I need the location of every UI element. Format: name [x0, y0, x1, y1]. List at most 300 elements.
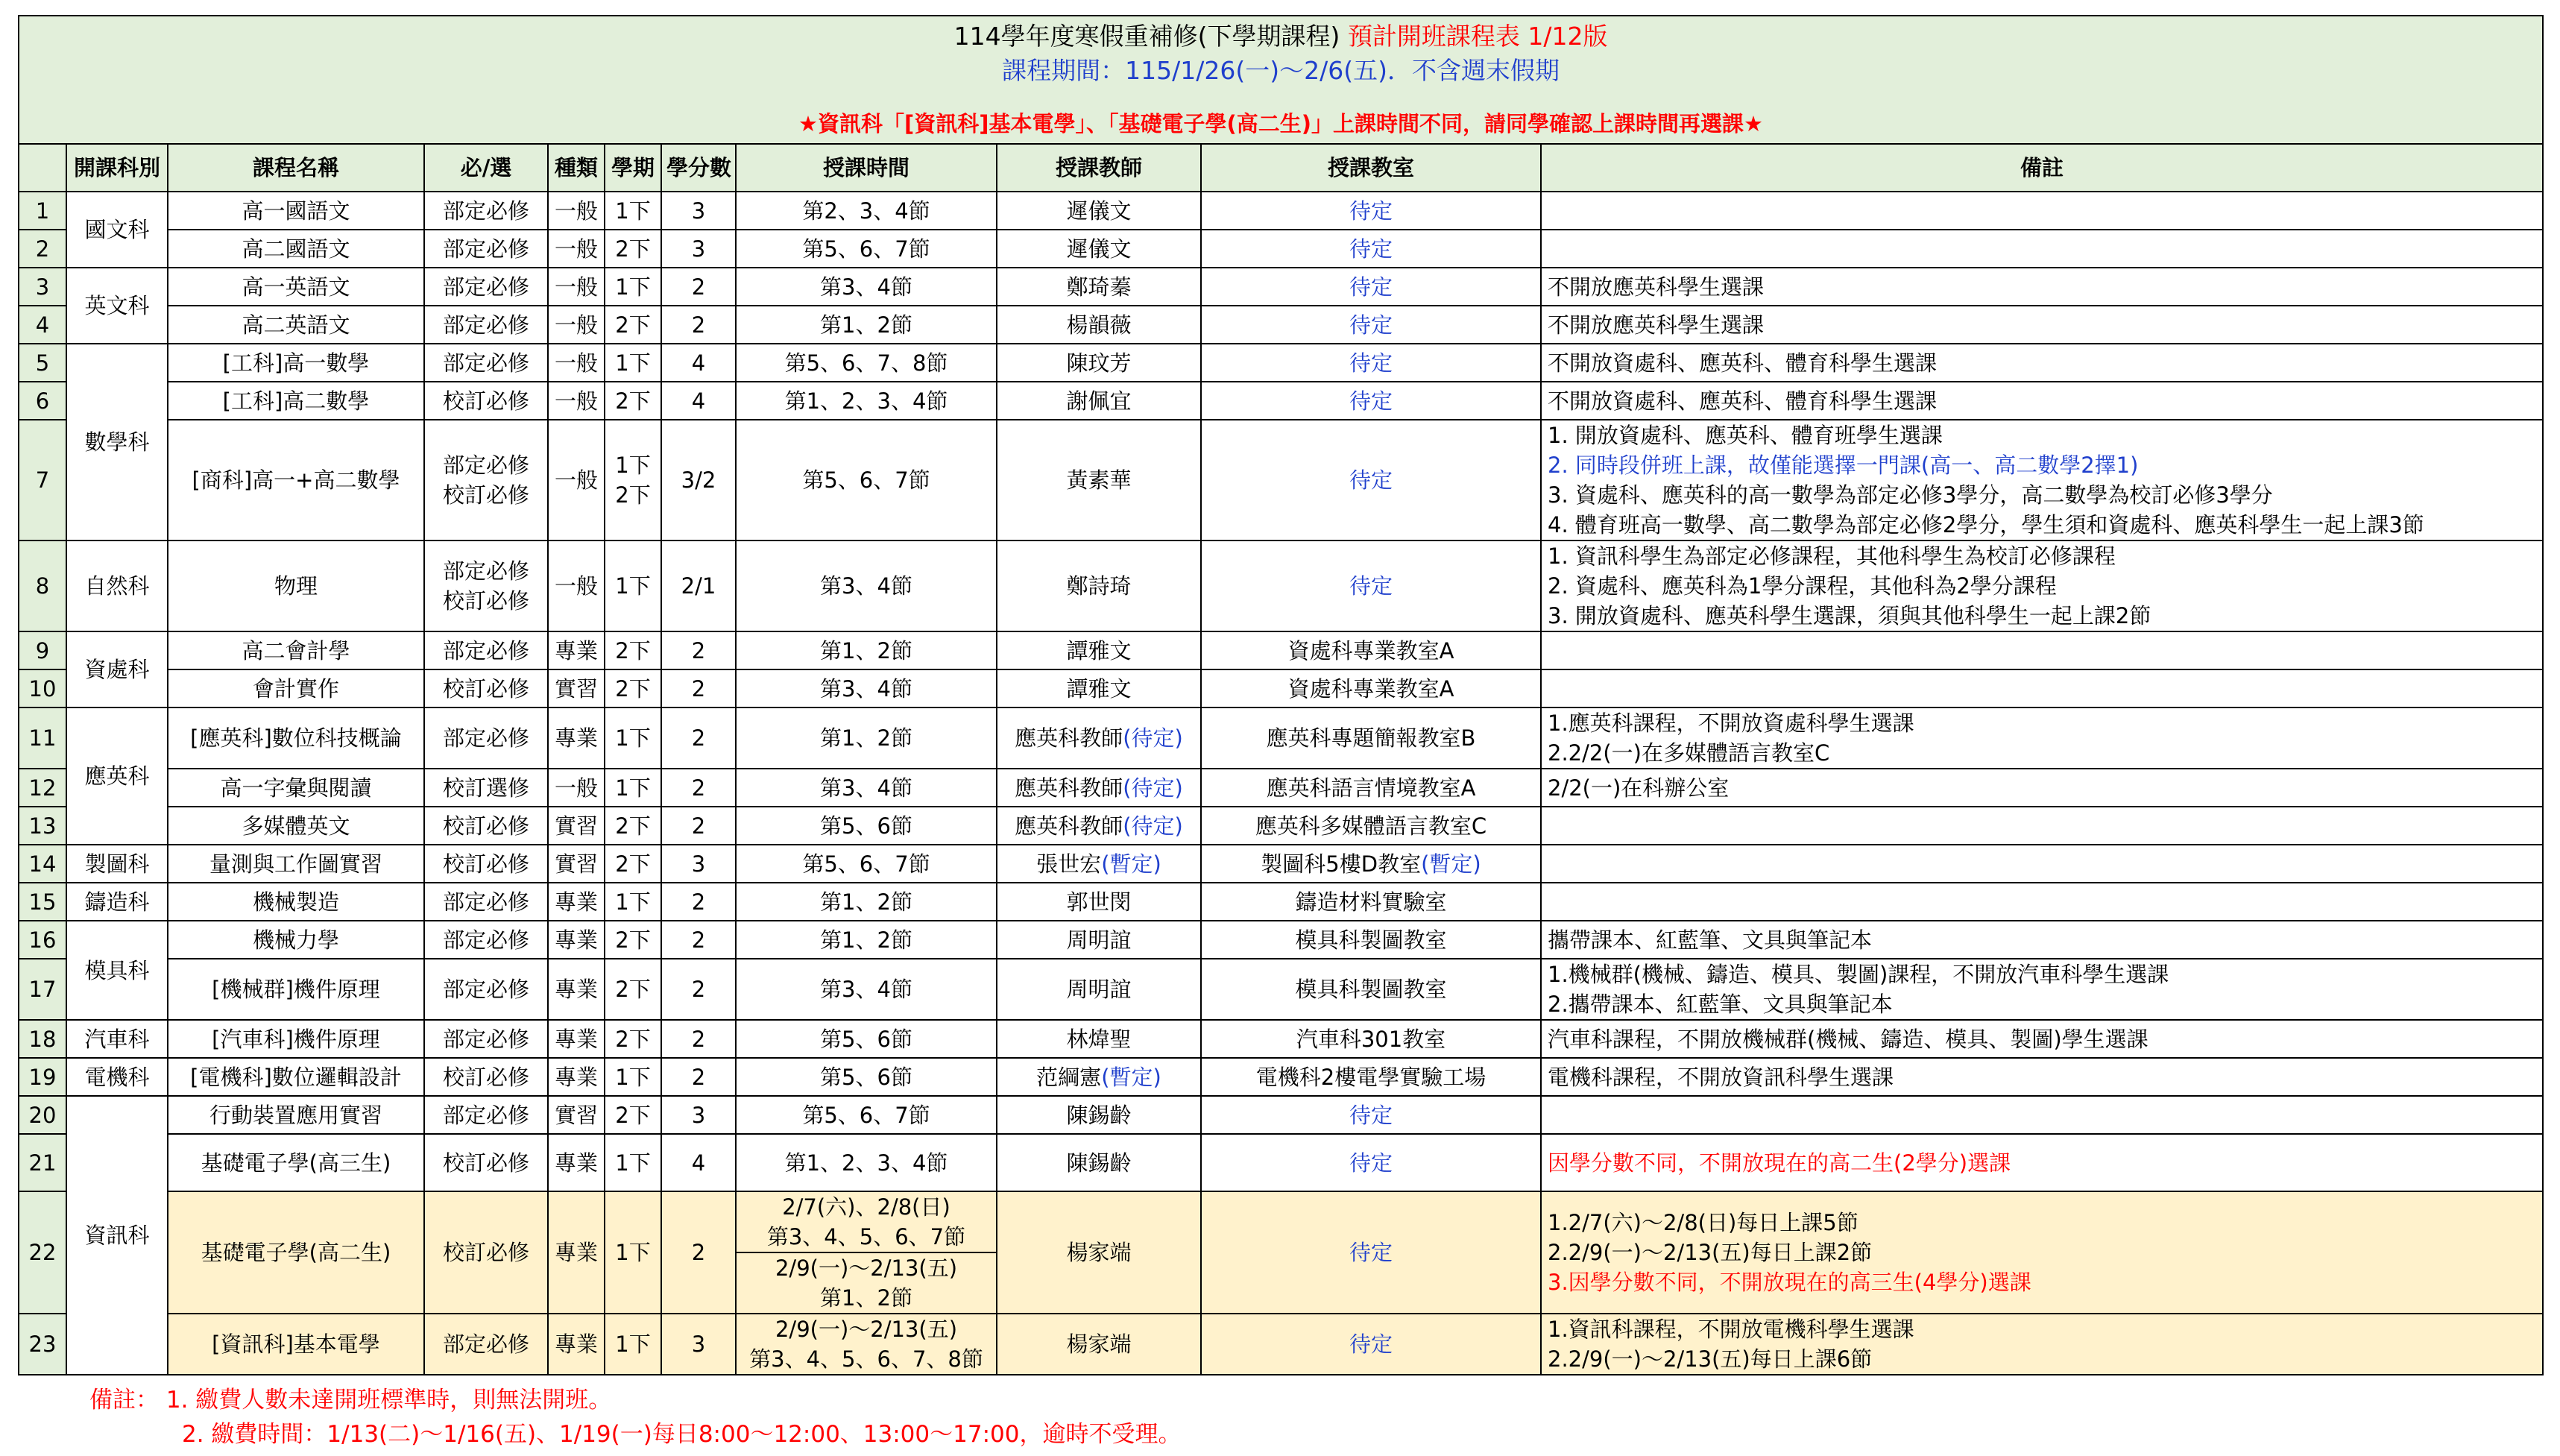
teacher: 陳玟芳 — [997, 344, 1201, 382]
row-number: 13 — [19, 807, 66, 845]
note: 汽車科課程，不開放機械群(機械、鑄造、模具、製圖)學生選課 — [1541, 1020, 2543, 1058]
credits: 2 — [661, 306, 736, 344]
teacher: 郭世閔 — [997, 883, 1201, 921]
note — [1541, 192, 2543, 230]
table-row — [19, 1134, 2543, 1191]
classroom: 待定 — [1201, 1096, 1541, 1134]
table-row — [19, 1191, 2543, 1314]
class-time: 第1、2節 — [736, 306, 997, 344]
classroom: 待定 — [1201, 306, 1541, 344]
course-table — [18, 15, 2544, 1375]
table-row — [19, 420, 2543, 541]
time-line: 2/9(一)～2/13(五) — [775, 1317, 958, 1342]
note: 攜帶課本、紅藍筆、文具與筆記本 — [1541, 921, 2543, 959]
course-type: 一般 — [548, 344, 605, 382]
class-time: 第3、4節 — [736, 268, 997, 306]
class-time: 第1、2節 — [736, 707, 997, 769]
semester: 1下 — [605, 1058, 661, 1096]
col-header-credits: 學分數 — [661, 144, 736, 192]
course-type: 專業 — [548, 1134, 605, 1191]
semester: 2下 — [605, 807, 661, 845]
course-name: [資訊科]基本電學 — [168, 1314, 424, 1375]
row-number: 16 — [19, 921, 66, 959]
required-type: 部定必修 — [424, 306, 548, 344]
classroom: 待定 — [1201, 230, 1541, 268]
teacher: 陳錫齡 — [997, 1134, 1201, 1191]
credits: 2 — [661, 807, 736, 845]
tbd-label: (待定) — [1123, 775, 1183, 801]
semester: 1下 — [605, 1314, 661, 1375]
classroom: 模具科製圖教室 — [1201, 921, 1541, 959]
course-name: 多媒體英文 — [168, 807, 424, 845]
credits: 3 — [661, 230, 736, 268]
semester: 1下 — [605, 192, 661, 230]
department-cell: 汽車科 — [66, 1020, 168, 1058]
course-name: 基礎電子學(高二生) — [168, 1191, 424, 1314]
course-type: 實習 — [548, 845, 605, 883]
note — [1541, 420, 2543, 541]
table-row — [19, 669, 2543, 707]
note — [1541, 1191, 2543, 1314]
department-cell: 資處科 — [66, 631, 168, 707]
semester: 2下 — [605, 921, 661, 959]
semester: 2下 — [605, 306, 661, 344]
teacher: 周明誼 — [997, 921, 1201, 959]
course-type: 專業 — [548, 959, 605, 1020]
time-line: 2/7(六)、2/8(日) — [782, 1194, 950, 1220]
note-line: 3. 資處科、應英科的高一數學為部定必修3學分，高二數學為校訂必修3學分 — [1548, 482, 2273, 508]
course-name: 高一英語文 — [168, 268, 424, 306]
note-line: 2.2/9(一)～2/13(五)每日上課6節 — [1548, 1346, 1873, 1372]
course-type: 實習 — [548, 1096, 605, 1134]
note — [1541, 959, 2543, 1020]
course-period: 課程期間：115/1/26(一)～2/6(五)．不含週末假期 — [1002, 56, 1560, 85]
table-row — [19, 807, 2543, 845]
classroom: 應英科語言情境教室A — [1201, 769, 1541, 807]
course-name: [商科]高一+高二數學 — [168, 420, 424, 541]
note-line: 2.攜帶課本、紅藍筆、文具與筆記本 — [1548, 992, 1893, 1017]
teacher: 黃素華 — [997, 420, 1201, 541]
table-row — [19, 921, 2543, 959]
note — [1541, 541, 2543, 631]
teacher: 陳錫齡 — [997, 1096, 1201, 1134]
semester-line: 1下 — [615, 453, 651, 478]
row-number: 5 — [19, 344, 66, 382]
teacher — [997, 1058, 1201, 1096]
footer-line-2: 2. 繳費時間：1/13(二)～1/16(五)、1/19(一)每日8:00～12:00、13:00～17:00，逾時不受理。 — [182, 1421, 1182, 1448]
semester: 1下 — [605, 883, 661, 921]
note-line: 3.因學分數不同，不開放現在的高三生(4學分)選課 — [1548, 1270, 2031, 1295]
note — [1541, 807, 2543, 845]
required-type — [424, 541, 548, 631]
table-row — [19, 845, 2543, 883]
header-row — [19, 144, 2543, 192]
required-type: 部定必修 — [424, 631, 548, 669]
row-number: 9 — [19, 631, 66, 669]
course-type: 專業 — [548, 1191, 605, 1314]
classroom: 應英科專題簡報教室B — [1201, 707, 1541, 769]
teacher: 鄭琦蓁 — [997, 268, 1201, 306]
footer-line-1: 1. 繳費人數未達開班標準時，則無法開班。 — [165, 1387, 612, 1414]
note — [1541, 707, 2543, 769]
note — [1541, 1096, 2543, 1134]
course-name: 會計實作 — [168, 669, 424, 707]
col-header-required: 必/選 — [424, 144, 548, 192]
course-name: [應英科]數位科技概論 — [168, 707, 424, 769]
teacher: 譚雅文 — [997, 669, 1201, 707]
classroom: 模具科製圖教室 — [1201, 959, 1541, 1020]
room-name: 製圖科5樓D教室 — [1261, 851, 1422, 877]
col-header-index — [19, 144, 66, 192]
required-type: 部定必修 — [424, 921, 548, 959]
table-row — [19, 230, 2543, 268]
row-number: 11 — [19, 707, 66, 769]
class-time: 第5、6、7節 — [736, 845, 997, 883]
time-line: 2/9(一)～2/13(五) — [737, 1252, 996, 1283]
table-row — [19, 192, 2543, 230]
semester: 1下 — [605, 268, 661, 306]
class-time: 第5、6、7節 — [736, 230, 997, 268]
teacher: 鄭詩琦 — [997, 541, 1201, 631]
classroom: 待定 — [1201, 382, 1541, 420]
course-name: 量測與工作圖實習 — [168, 845, 424, 883]
credits: 4 — [661, 1134, 736, 1191]
classroom: 汽車科301教室 — [1201, 1020, 1541, 1058]
course-type: 專業 — [548, 883, 605, 921]
course-name: 高二會計學 — [168, 631, 424, 669]
row-number: 20 — [19, 1096, 66, 1134]
col-header-room: 授課教室 — [1201, 144, 1541, 192]
row-number: 4 — [19, 306, 66, 344]
class-time: 第5、6、7節 — [736, 420, 997, 541]
classroom: 待定 — [1201, 344, 1541, 382]
required-type: 部定必修 — [424, 959, 548, 1020]
semester — [605, 420, 661, 541]
course-type: 一般 — [548, 769, 605, 807]
table-row — [19, 707, 2543, 769]
required-type: 校訂必修 — [424, 845, 548, 883]
course-type: 專業 — [548, 631, 605, 669]
note: 不開放應英科學生選課 — [1541, 268, 2543, 306]
semester: 1下 — [605, 769, 661, 807]
note: 不開放應英科學生選課 — [1541, 306, 2543, 344]
row-number: 17 — [19, 959, 66, 1020]
teacher: 周明誼 — [997, 959, 1201, 1020]
table-row — [19, 1314, 2543, 1375]
course-type: 實習 — [548, 669, 605, 707]
semester: 1下 — [605, 344, 661, 382]
note — [1541, 669, 2543, 707]
notice-banner: ★資訊科「[資訊科]基本電學」、「基礎電子學(高二生)」上課時間不同，請同學確認上課時間再選課★ — [798, 111, 1764, 136]
note-line: 2.2/2(一)在多媒體語言教室C — [1548, 740, 1830, 766]
course-type: 專業 — [548, 707, 605, 769]
required-type: 校訂選修 — [424, 769, 548, 807]
course-type: 一般 — [548, 230, 605, 268]
tbd-label: (待定) — [1123, 725, 1183, 751]
teacher: 楊韻薇 — [997, 306, 1201, 344]
semester-line: 2下 — [615, 482, 651, 508]
course-name: 高二英語文 — [168, 306, 424, 344]
table-row — [19, 1096, 2543, 1134]
course-name: 物理 — [168, 541, 424, 631]
page-title: 114學年度寒假重補修(下學期課程) — [953, 22, 1340, 51]
credits: 2 — [661, 631, 736, 669]
course-type: 一般 — [548, 306, 605, 344]
class-time: 第1、2節 — [736, 921, 997, 959]
required-type-line: 部定必修 — [442, 558, 529, 584]
semester: 1下 — [605, 707, 661, 769]
time-line: 第3、4、5、6、7節 — [766, 1224, 966, 1249]
required-type: 部定必修 — [424, 1020, 548, 1058]
class-time: 第3、4節 — [736, 769, 997, 807]
footer-notes — [89, 1383, 1181, 1452]
course-name: [工科]高二數學 — [168, 382, 424, 420]
required-type: 部定必修 — [424, 192, 548, 230]
class-time: 第1、2節 — [736, 883, 997, 921]
required-type: 部定必修 — [424, 883, 548, 921]
note-line: 2.2/9(一)～2/13(五)每日上課2節 — [1548, 1240, 1873, 1265]
required-type: 部定必修 — [424, 344, 548, 382]
teacher: 林煒聖 — [997, 1020, 1201, 1058]
note — [1541, 631, 2543, 669]
course-type: 一般 — [548, 541, 605, 631]
table-row — [19, 631, 2543, 669]
department-cell: 自然科 — [66, 541, 168, 631]
note-line: 2. 同時段併班上課，故僅能選擇一門課(高一、高二數學2擇1) — [1548, 453, 2139, 478]
table-row — [19, 1020, 2543, 1058]
table-row — [19, 382, 2543, 420]
table-row — [19, 883, 2543, 921]
note — [1541, 883, 2543, 921]
credits: 2/1 — [661, 541, 736, 631]
course-type: 一般 — [548, 192, 605, 230]
teacher: 譚雅文 — [997, 631, 1201, 669]
course-name: [機械群]機件原理 — [168, 959, 424, 1020]
col-header-teacher: 授課教師 — [997, 144, 1201, 192]
col-header-department: 開課科別 — [66, 144, 168, 192]
class-time: 第2、3、4節 — [736, 192, 997, 230]
classroom: 待定 — [1201, 420, 1541, 541]
teacher: 楊家端 — [997, 1314, 1201, 1375]
credits: 3 — [661, 1096, 736, 1134]
teacher: 遲儀文 — [997, 192, 1201, 230]
course-name: 高一字彙與閱讀 — [168, 769, 424, 807]
row-number: 1 — [19, 192, 66, 230]
department-cell: 國文科 — [66, 192, 168, 268]
semester: 1下 — [605, 1191, 661, 1314]
required-type: 部定必修 — [424, 1096, 548, 1134]
credits: 3 — [661, 845, 736, 883]
department-cell: 應英科 — [66, 707, 168, 845]
class-time: 第3、4節 — [736, 541, 997, 631]
department-cell: 數學科 — [66, 344, 168, 541]
row-number: 21 — [19, 1134, 66, 1191]
required-type: 部定必修 — [424, 707, 548, 769]
classroom: 資處科專業教室A — [1201, 631, 1541, 669]
note: 不開放資處科、應英科、體育科學生選課 — [1541, 382, 2543, 420]
classroom: 應英科多媒體語言教室C — [1201, 807, 1541, 845]
semester: 1下 — [605, 1134, 661, 1191]
semester: 2下 — [605, 1020, 661, 1058]
row-number: 10 — [19, 669, 66, 707]
row-number: 18 — [19, 1020, 66, 1058]
credits: 3/2 — [661, 420, 736, 541]
note-line: 4. 體育班高一數學、高二數學為部定必修2學分，學生須和資處科、應英科學生一起上課3節 — [1548, 512, 2424, 538]
credits: 2 — [661, 707, 736, 769]
table-row — [19, 306, 2543, 344]
table-row — [19, 959, 2543, 1020]
note-line: 2. 資處科、應英科為1學分課程，其他科為2學分課程 — [1548, 573, 2057, 599]
credits: 2 — [661, 1191, 736, 1314]
required-type: 校訂必修 — [424, 1058, 548, 1096]
col-header-time: 授課時間 — [736, 144, 997, 192]
course-name: 行動裝置應用實習 — [168, 1096, 424, 1134]
row-number: 8 — [19, 541, 66, 631]
course-name: [工科]高一數學 — [168, 344, 424, 382]
col-header-semester: 學期 — [605, 144, 661, 192]
course-type: 專業 — [548, 1058, 605, 1096]
credits: 2 — [661, 921, 736, 959]
required-type: 部定必修 — [424, 1314, 548, 1375]
time-line: 第1、2節 — [820, 1285, 912, 1311]
department-cell: 英文科 — [66, 268, 168, 344]
footer-label: 備註： — [89, 1387, 159, 1414]
row-number: 2 — [19, 230, 66, 268]
credits: 3 — [661, 1314, 736, 1375]
required-type: 校訂必修 — [424, 1134, 548, 1191]
class-time: 第3、4節 — [736, 669, 997, 707]
row-number: 22 — [19, 1191, 66, 1314]
course-name: 高二國語文 — [168, 230, 424, 268]
required-type-line: 校訂必修 — [442, 588, 529, 614]
tentative-label: (暫定) — [1101, 851, 1161, 877]
department-cell: 鑄造科 — [66, 883, 168, 921]
credits: 2 — [661, 769, 736, 807]
class-time: 第1、2、3、4節 — [736, 382, 997, 420]
class-time: 第1、2節 — [736, 631, 997, 669]
credits: 2 — [661, 1020, 736, 1058]
teacher-name: 應英科教師 — [1015, 775, 1123, 801]
required-type: 部定必修 — [424, 268, 548, 306]
course-type: 一般 — [548, 420, 605, 541]
row-number: 14 — [19, 845, 66, 883]
teacher-name: 張世宏 — [1036, 851, 1102, 877]
credits: 2 — [661, 669, 736, 707]
classroom: 資處科專業教室A — [1201, 669, 1541, 707]
row-number: 15 — [19, 883, 66, 921]
note-line: 1. 開放資處科、應英科、體育班學生選課 — [1548, 423, 1943, 448]
row-number: 19 — [19, 1058, 66, 1096]
semester: 2下 — [605, 1096, 661, 1134]
required-type-line: 校訂必修 — [442, 482, 529, 508]
note-line: 1. 資訊科學生為部定必修課程，其他科學生為校訂必修課程 — [1548, 543, 2116, 569]
credits: 2 — [661, 959, 736, 1020]
teacher-name: 應英科教師 — [1015, 813, 1123, 839]
classroom: 待定 — [1201, 1314, 1541, 1375]
table-row — [19, 769, 2543, 807]
note-line: 1.應英科課程，不開放資處科學生選課 — [1548, 710, 1914, 736]
row-number: 3 — [19, 268, 66, 306]
note-line: 1.資訊科課程，不開放電機科學生選課 — [1548, 1317, 1914, 1342]
note: 2/2(一)在科辦公室 — [1541, 769, 2543, 807]
class-time — [736, 1191, 997, 1314]
class-time: 第3、4節 — [736, 959, 997, 1020]
course-type: 實習 — [548, 807, 605, 845]
note: 因學分數不同，不開放現在的高二生(2學分)選課 — [1541, 1134, 2543, 1191]
tentative-label: (暫定) — [1101, 1064, 1161, 1090]
department-cell: 資訊科 — [66, 1096, 168, 1375]
required-type: 校訂必修 — [424, 807, 548, 845]
class-time: 第5、6、7節 — [736, 1096, 997, 1134]
version-label: 預計開班課程表 1/12版 — [1347, 22, 1608, 51]
department-cell: 電機科 — [66, 1058, 168, 1096]
credits: 2 — [661, 268, 736, 306]
note-line: 1.機械群(機械、鑄造、模具、製圖)課程，不開放汽車科學生選課 — [1548, 962, 2169, 987]
course-name: [汽車科]機件原理 — [168, 1020, 424, 1058]
required-type-line: 部定必修 — [442, 453, 529, 478]
course-type: 專業 — [548, 1314, 605, 1375]
course-type: 專業 — [548, 921, 605, 959]
table-row — [19, 344, 2543, 382]
semester: 2下 — [605, 230, 661, 268]
semester: 2下 — [605, 382, 661, 420]
semester: 2下 — [605, 631, 661, 669]
note: 電機科課程，不開放資訊科學生選課 — [1541, 1058, 2543, 1096]
table-row — [19, 268, 2543, 306]
classroom: 待定 — [1201, 192, 1541, 230]
classroom: 待定 — [1201, 1191, 1541, 1314]
department-cell: 模具科 — [66, 921, 168, 1020]
classroom: 待定 — [1201, 1134, 1541, 1191]
class-time: 第5、6、7、8節 — [736, 344, 997, 382]
classroom: 電機科2樓電學實驗工場 — [1201, 1058, 1541, 1096]
required-type: 校訂必修 — [424, 669, 548, 707]
course-name: [電機科]數位邏輯設計 — [168, 1058, 424, 1096]
class-time — [736, 1314, 997, 1375]
table-row — [19, 1058, 2543, 1096]
col-header-notes: 備註 — [1541, 144, 2543, 192]
teacher: 楊家端 — [997, 1191, 1201, 1314]
note — [1541, 1314, 2543, 1375]
row-number: 6 — [19, 382, 66, 420]
required-type — [424, 420, 548, 541]
teacher — [997, 845, 1201, 883]
col-header-course: 課程名稱 — [168, 144, 424, 192]
credits: 4 — [661, 344, 736, 382]
classroom — [1201, 845, 1541, 883]
credits: 4 — [661, 382, 736, 420]
teacher — [997, 807, 1201, 845]
course-name: 機械力學 — [168, 921, 424, 959]
teacher — [997, 707, 1201, 769]
course-type: 專業 — [548, 1020, 605, 1058]
class-time: 第5、6節 — [736, 807, 997, 845]
credits: 2 — [661, 883, 736, 921]
credits: 2 — [661, 1058, 736, 1096]
note-line: 1.2/7(六)～2/8(日)每日上課5節 — [1548, 1210, 1858, 1235]
classroom: 待定 — [1201, 268, 1541, 306]
row-number: 7 — [19, 420, 66, 541]
class-time: 第5、6節 — [736, 1020, 997, 1058]
note — [1541, 230, 2543, 268]
teacher: 謝佩宜 — [997, 382, 1201, 420]
time-line: 第3、4、5、6、7、8節 — [749, 1346, 983, 1372]
semester: 2下 — [605, 669, 661, 707]
credits: 3 — [661, 192, 736, 230]
department-cell: 製圖科 — [66, 845, 168, 883]
required-type: 部定必修 — [424, 230, 548, 268]
semester: 1下 — [605, 541, 661, 631]
